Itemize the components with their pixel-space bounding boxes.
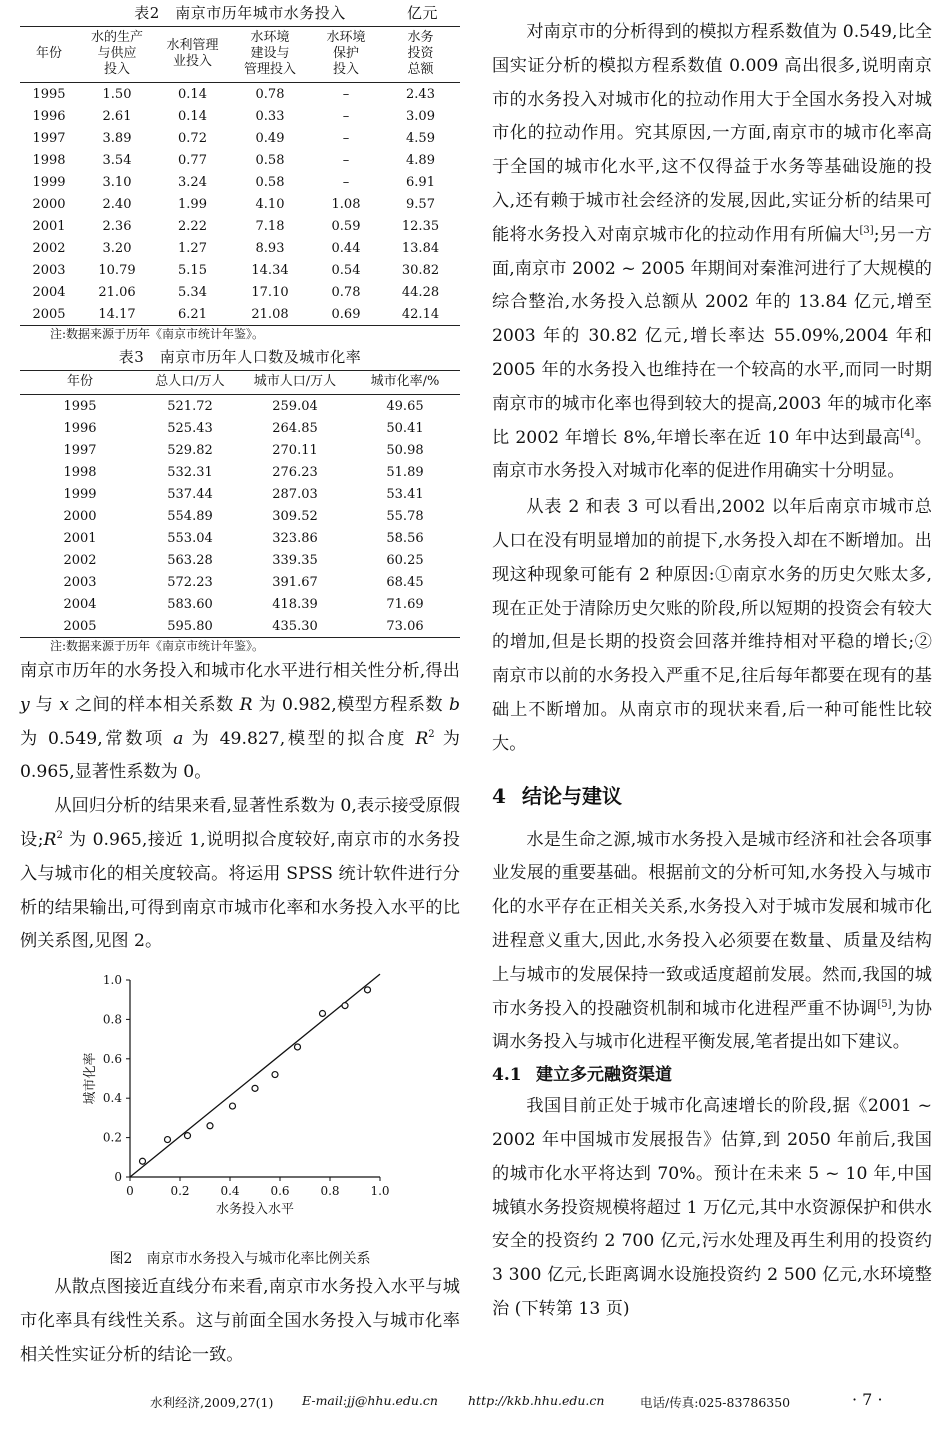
- table2: [20, 26, 460, 326]
- table-cell: 6.91: [406, 174, 435, 190]
- table-cell: 3.10: [102, 174, 132, 190]
- y-tick-label: 0: [114, 1170, 122, 1185]
- table2-header-3: 水环境 建设与 管理投入: [229, 27, 311, 83]
- table-cell: 2.36: [102, 218, 132, 234]
- table-cell: 270.11: [272, 442, 318, 458]
- table-row: [20, 461, 460, 483]
- table-cell: 2005: [20, 615, 140, 638]
- table3-caption: [20, 344, 460, 370]
- table-cell: 14.17: [78, 303, 156, 326]
- table-cell: 259.04: [272, 398, 318, 414]
- right-paragraph-2: 从表 2 和表 3 可以看出,2002 以年后南京市城市总人口在没有明显增加的前提下,水务投入却在不断增加。出现这种现象可能有 2 种原因:①南京水务的历史欠账太多,现在正处于清除历史欠账的阶段,所以短期的投资会有较大的增加,但是长期的投资会回落并维持相对平稳的增长;②南京市以前的水务投入严重不足,往后每年都要在现有的基础上不断增加。从南京市的现状来看,后一种可能性比较大。: [492, 497, 932, 754]
- data-point: [207, 1123, 213, 1129]
- left-paragraph-3: 从散点图接近直线分布来看,南京市水务投入水平与城市化率具有线性关系。这与前面全国水务投入与城市化率相关性实证分析的结论一致。: [20, 1277, 460, 1365]
- footer-journal: 水利经济,2009,27(1): [150, 1395, 274, 1410]
- table-cell: 3.09: [406, 108, 435, 124]
- y-tick-label: 0.8: [102, 1012, 122, 1027]
- table-row: [20, 193, 460, 215]
- table3: [20, 370, 460, 638]
- citation-4: [4]: [900, 427, 915, 439]
- x-tick-label: 0: [126, 1184, 134, 1199]
- table-cell: 563.28: [167, 552, 213, 568]
- y-tick-label: 0.4: [102, 1091, 122, 1106]
- table-cell: 14.34: [251, 262, 289, 278]
- table-cell: 3.54: [102, 152, 132, 168]
- table-cell: 2001: [63, 530, 97, 546]
- table-cell: 2001: [32, 218, 66, 234]
- table-row: [20, 549, 460, 571]
- table-cell: 529.82: [167, 442, 213, 458]
- table-cell: 51.89: [386, 464, 424, 480]
- data-point: [342, 1003, 348, 1009]
- table-cell: 1998: [63, 464, 97, 480]
- table-cell: 1.99: [178, 196, 207, 212]
- table-row: [20, 571, 460, 593]
- table-cell: 0.78: [255, 86, 285, 102]
- table-cell: 2002: [32, 240, 66, 256]
- table-cell: 532.31: [167, 464, 213, 480]
- table-cell: 0.33: [255, 108, 285, 124]
- table-cell: 17.10: [251, 284, 289, 300]
- table-cell: 553.04: [167, 530, 213, 546]
- x-tick-label: 1.0: [370, 1184, 390, 1199]
- table-cell: –: [342, 152, 350, 168]
- data-point: [365, 987, 371, 993]
- left-paragraph-1: 南京市历年的水务投入和城市化水平进行相关性分析,得出 y 与 x 之间的样本相关系数 R 为 0.982,模型方程系数 b 为 0.549,常数项 a 为 49.827,模型的拟合度 $R^2$ 为 0.965,显著性系数为 0。: [20, 661, 460, 783]
- table3-header-3: 城市化率/%: [350, 371, 460, 395]
- table3-header-1: 总人口/万人: [140, 371, 240, 395]
- table-cell: 1996: [32, 108, 66, 124]
- table-cell: 49.65: [386, 398, 424, 414]
- table-cell: 30.82: [401, 262, 440, 278]
- table-cell: 1995: [63, 398, 97, 414]
- table-row: [20, 395, 460, 418]
- table-cell: 0.58: [255, 174, 285, 190]
- data-point: [252, 1086, 258, 1092]
- table2-header-0: 年份: [20, 27, 78, 83]
- table-cell: 4.89: [406, 152, 435, 168]
- table-cell: 572.23: [167, 574, 213, 590]
- table3-note: 注:数据来源于历年《南京市统计年鉴》。: [50, 639, 265, 653]
- table-cell: 2005: [20, 303, 78, 326]
- table-cell: 0.77: [178, 152, 207, 168]
- table2-header-4: 水环境 保护 投入: [311, 27, 381, 83]
- table-row: [20, 505, 460, 527]
- data-point: [320, 1011, 326, 1017]
- table-cell: 1.50: [102, 86, 132, 102]
- table-cell: –: [342, 174, 350, 190]
- table-row: [20, 127, 460, 149]
- table-cell: 5.34: [178, 284, 207, 300]
- table-row: [20, 215, 460, 237]
- table-cell: 3.89: [102, 130, 132, 146]
- right-paragraph-4: 我国目前正处于城市化高速增长的阶段,据《2001 ~ 2002 年中国城市发展报告》估算,到 2050 年前后,我国的城市化水平将达到 70%。预计在未来 5 ~ 10 年,中国城镇水务投资规模将超过 1 万亿元,其中水资源保护和供水安全的投资约 2 700 亿元,污水处理及再生利用的投资约 3 300 亿元,长距离调水设施投资约 2 500 亿元,水环境整治 (下转第 13 页): [492, 1096, 932, 1319]
- table-cell: 0.44: [331, 240, 361, 256]
- table3-header-2: 城市人口/万人: [240, 371, 350, 395]
- table-cell: 44.28: [401, 284, 440, 300]
- table-cell: 2.22: [178, 218, 207, 234]
- table-cell: 2000: [63, 508, 97, 524]
- page-number: · 7 ·: [852, 1390, 883, 1409]
- table-cell: 21.08: [229, 303, 311, 326]
- table-cell: 2004: [32, 284, 66, 300]
- table-cell: 323.86: [272, 530, 318, 546]
- table-row: [20, 527, 460, 549]
- table3-caption-text: 表3 南京市历年人口数及城市化率: [118, 348, 362, 366]
- table-row: [20, 439, 460, 461]
- table-cell: 435.30: [240, 615, 350, 638]
- table-cell: 0.54: [331, 262, 361, 278]
- table-cell: 1999: [32, 174, 66, 190]
- table2-note: 注:数据来源于历年《南京市统计年鉴》。: [50, 327, 265, 341]
- data-point: [185, 1133, 191, 1139]
- section-4-heading: 4 结论与建议: [492, 783, 622, 808]
- x-tick-label: 0.6: [270, 1184, 290, 1199]
- table-cell: 0.69: [311, 303, 381, 326]
- footer-website: http://kkb.hhu.edu.cn: [468, 1393, 605, 1408]
- table-row: [20, 483, 460, 505]
- y-axis-label: 城市化率: [83, 1052, 98, 1105]
- table-cell: 50.98: [386, 442, 424, 458]
- table-cell: 1997: [32, 130, 66, 146]
- citation-3: [3]: [859, 224, 874, 236]
- table-row: [20, 149, 460, 171]
- y-tick-label: 0.6: [102, 1051, 122, 1066]
- table-cell: 1999: [63, 486, 97, 502]
- table-cell: 53.41: [386, 486, 424, 502]
- table-cell: 2.43: [406, 86, 435, 102]
- table-cell: –: [342, 86, 350, 102]
- table3-header-0: 年份: [20, 371, 140, 395]
- table-cell: 3.20: [102, 240, 132, 256]
- section-4-1-heading: 4.1 建立多元融资渠道: [492, 1065, 672, 1086]
- table-row: [20, 259, 460, 281]
- table-cell: 1996: [63, 420, 97, 436]
- left-column: [20, 0, 460, 1373]
- table-cell: 276.23: [272, 464, 318, 480]
- table2-caption: [20, 0, 460, 26]
- table-cell: 4.10: [255, 196, 285, 212]
- table-row: [20, 83, 460, 106]
- data-point: [230, 1103, 236, 1109]
- table-cell: 55.78: [386, 508, 424, 524]
- table-row: [20, 615, 460, 638]
- table-cell: 60.25: [386, 552, 424, 568]
- table-cell: 0.58: [255, 152, 285, 168]
- figure-2: [20, 965, 460, 1271]
- table-cell: 554.89: [167, 508, 213, 524]
- table-row: [20, 105, 460, 127]
- table-cell: 21.06: [98, 284, 136, 300]
- table-cell: 391.67: [272, 574, 318, 590]
- footer-phone: 电话/传真:025-83786350: [640, 1395, 791, 1410]
- x-tick-label: 0.2: [170, 1184, 190, 1199]
- table-cell: 4.59: [406, 130, 435, 146]
- table-cell: 418.39: [272, 596, 318, 612]
- table-cell: 12.35: [401, 218, 440, 234]
- table2-header-5: 水务 投资 总额: [381, 27, 460, 83]
- table-cell: –: [342, 108, 350, 124]
- x-tick-label: 0.8: [320, 1184, 340, 1199]
- table-cell: 2003: [32, 262, 66, 278]
- table-cell: 1995: [32, 86, 66, 102]
- table-cell: 0.59: [331, 218, 361, 234]
- table-cell: 309.52: [272, 508, 318, 524]
- table-row: [20, 593, 460, 615]
- table-cell: 1997: [63, 442, 97, 458]
- right-column: [492, 16, 932, 1327]
- table-cell: 1.27: [178, 240, 207, 256]
- table-cell: 13.84: [401, 240, 440, 256]
- table-cell: 2000: [32, 196, 66, 212]
- table-cell: 521.72: [167, 398, 213, 414]
- table-cell: 2.61: [102, 108, 132, 124]
- table-row: [20, 171, 460, 193]
- table-row: [20, 281, 460, 303]
- right-paragraph-1: 对南京市的分析得到的模拟方程系数值为 0.549,比全国实证分析的模拟方程系数值 0.009 高出很多,说明南京市的水务投入对城市化的拉动作用大于全国水务投入对城市化的拉动作用。究其原因,一方面,南京市的城市化率高于全国的城市化水平,这不仅得益于水务等基础设施的投入,还有赖于城市社会经济的发展,因此,实证分析的结果可能将水务投入对南京城市化的拉动作用有所偏大[3];另一方面,南京市 2002 ~ 2005 年期间对秦淮河进行了大规模的综合整治,水务投入总额从 2002 年的 13.84 亿元,增至 2003 年的 30.82 亿元,增长率达 55.09%,2004 年和 2005 年的水务投入也维持在一个较高的水平,而同一时期南京市的城市化率也得到较大的提高,2003 年的城市化率比 2002 年增长 8%,年增长率在近 10 年中达到最高[4]。南京市水务投入对城市化率的促进作用确实十分明显。: [492, 22, 932, 482]
- table-cell: 5.15: [178, 262, 207, 278]
- table-cell: 42.14: [381, 303, 460, 326]
- table-cell: 0.14: [178, 108, 207, 124]
- table-cell: 2004: [63, 596, 97, 612]
- table-cell: 287.03: [272, 486, 318, 502]
- table-cell: 0.14: [178, 86, 207, 102]
- table-row: [20, 303, 460, 326]
- table-cell: 71.69: [386, 596, 424, 612]
- figure-2-caption: 图2 南京市水务投入与城市化率比例关系: [109, 1251, 371, 1268]
- table-cell: 0.78: [331, 284, 361, 300]
- table2-caption-text: 表2 南京市历年城市水务投入: [134, 4, 346, 22]
- table-cell: 73.06: [350, 615, 460, 638]
- y-tick-label: 1.0: [102, 973, 122, 988]
- table-cell: 2002: [63, 552, 97, 568]
- y-tick-label: 0.2: [102, 1130, 122, 1145]
- table-cell: 583.60: [167, 596, 213, 612]
- table-cell: 58.56: [386, 530, 424, 546]
- table-cell: 595.80: [140, 615, 240, 638]
- right-paragraph-3: 水是生命之源,城市水务投入是城市经济和社会各项事业发展的重要基础。根据前文的分析可知,水务投入与城市化的水平存在正相关关系,水务投入对于城市发展和城市化进程意义重大,因此,水务投入必须要在数量、质量及结构上与城市的发展保持一致或适度超前发展。然而,我国的城市水务投入的投融资机制和城市化进程严重不协调[5],为协调水务投入与城市化进程平衡发展,笔者提出如下建议。: [492, 829, 932, 1053]
- table2-header-1: 水的生产 与供应 投入: [78, 27, 156, 83]
- table-cell: 7.18: [255, 218, 285, 234]
- table2-header-2: 水利管理 业投入: [156, 27, 229, 83]
- citation-5: [5]: [877, 998, 892, 1010]
- table-cell: 68.45: [386, 574, 424, 590]
- table-cell: 50.41: [386, 420, 424, 436]
- table-cell: 537.44: [167, 486, 213, 502]
- data-point: [165, 1137, 171, 1143]
- x-tick-label: 0.4: [220, 1184, 240, 1199]
- table-cell: 9.57: [406, 196, 435, 212]
- x-axis-label: 水务投入水平: [215, 1202, 295, 1218]
- footer-email: E-mail:jj@hhu.edu.cn: [302, 1393, 438, 1408]
- table-cell: 3.24: [178, 174, 207, 190]
- table-row: [20, 237, 460, 259]
- table-cell: 0.72: [178, 130, 207, 146]
- table-cell: 0.49: [255, 130, 285, 146]
- scatter-chart: [20, 965, 460, 1235]
- table-row: [20, 417, 460, 439]
- table-cell: 2003: [63, 574, 97, 590]
- table-cell: 2.40: [102, 196, 132, 212]
- table2-unit: 亿元: [406, 4, 438, 22]
- table-cell: 8.93: [255, 240, 285, 256]
- table-cell: 10.79: [98, 262, 136, 278]
- table-cell: 1.08: [331, 196, 361, 212]
- table-cell: 1998: [32, 152, 66, 168]
- table-cell: –: [342, 130, 350, 146]
- table-cell: 6.21: [156, 303, 229, 326]
- table-cell: 264.85: [272, 420, 318, 436]
- data-point: [272, 1072, 278, 1078]
- left-paragraph-2: 从回归分析的结果来看,显著性系数为 0,表示接受原假设$;R^2$ 为 0.965,接近 1,说明拟合度较好,南京市的水务投入与城市化的相关度较高。将运用 SPSS 统计软件进行分析的结果输出,可得到南京市城市化率和水务投入水平的比例关系图,见图 2。: [20, 796, 460, 952]
- table-cell: 525.43: [167, 420, 213, 436]
- data-point: [295, 1044, 301, 1050]
- table-cell: 339.35: [272, 552, 318, 568]
- data-point: [140, 1158, 146, 1164]
